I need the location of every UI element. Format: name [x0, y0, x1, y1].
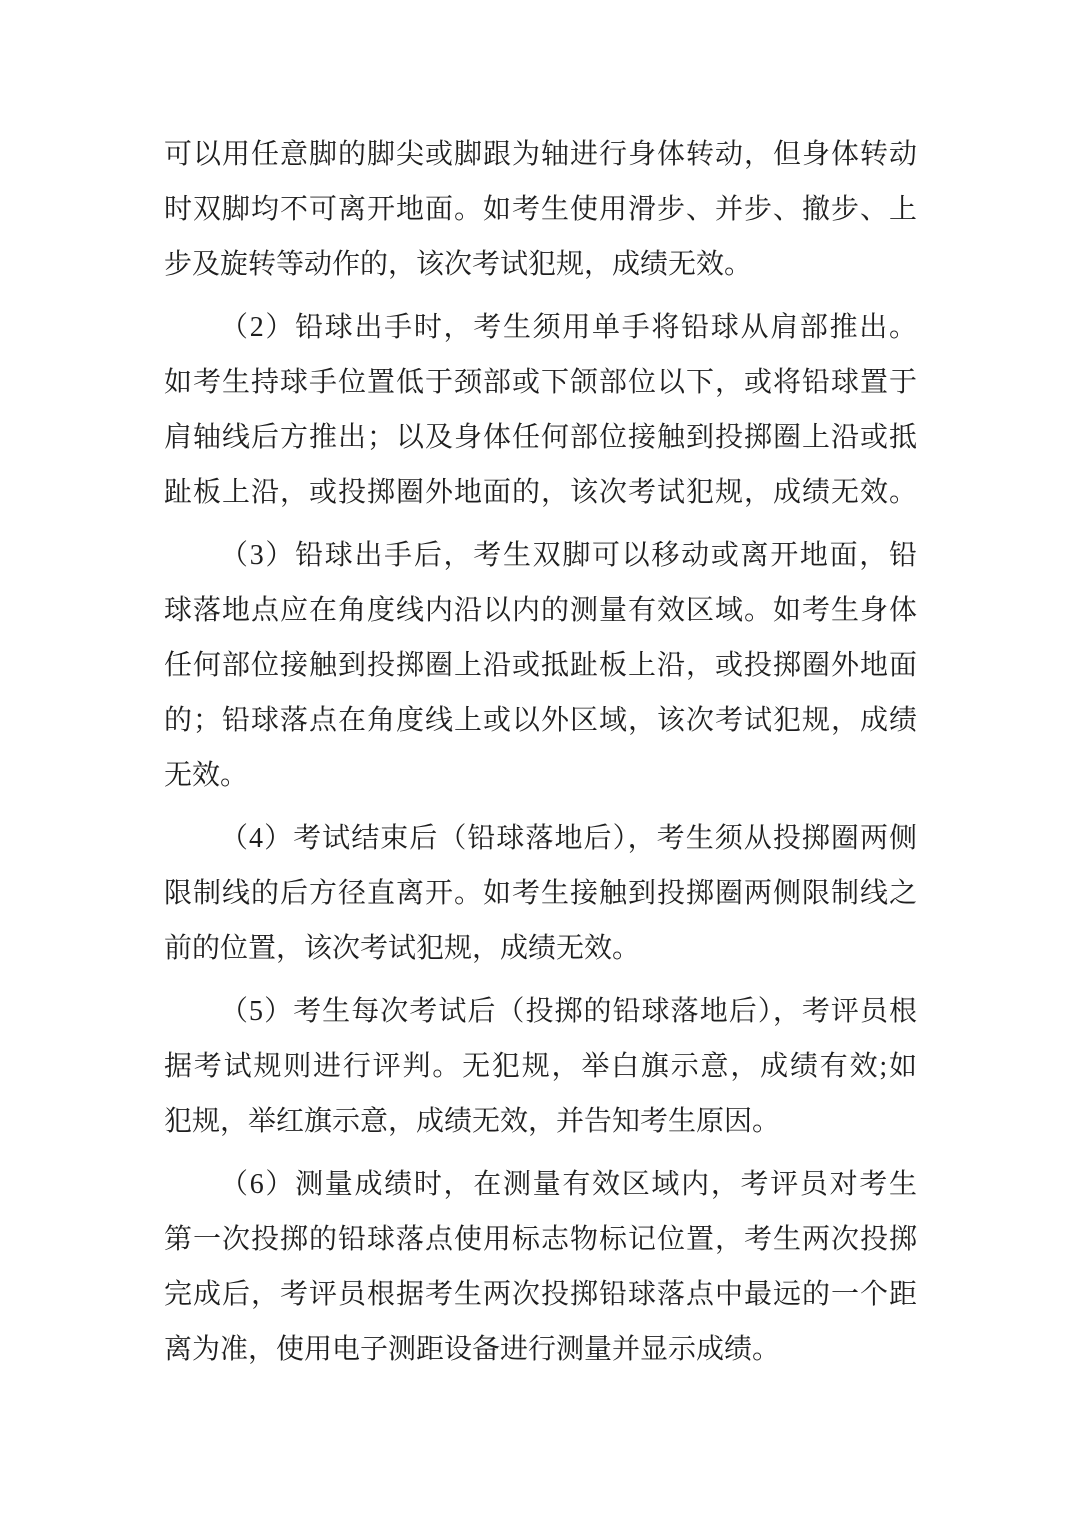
paragraph	[164, 811, 917, 976]
paragraph	[164, 127, 917, 292]
text-line: 任何部位接触到投掷圈上沿或抵趾板上沿，或投掷圈外地面	[164, 650, 917, 681]
text-line: （2）铅球出手时，考生须用单手将铅球从肩部推出。	[220, 312, 917, 343]
text-line: 据考试规则进行评判。无犯规，举白旗示意，成绩有效;如	[164, 1051, 917, 1082]
paragraph	[164, 300, 917, 520]
text-line: （5）考生每次考试后（投掷的铅球落地后），考评员根	[220, 996, 917, 1027]
text-line: （6）测量成绩时，在测量有效区域内，考评员对考生	[220, 1169, 917, 1200]
text-line: 犯规，举红旗示意，成绩无效，并告知考生原因。	[164, 1106, 781, 1137]
text-line: （4）考试结束后（铅球落地后），考生须从投掷圈两侧	[220, 823, 917, 854]
text-line: （3）铅球出手后，考生双脚可以移动或离开地面，铅	[220, 540, 917, 571]
text-line: 时双脚均不可离开地面。如考生使用滑步、并步、撤步、上	[164, 194, 917, 225]
text-line: 趾板上沿，或投掷圈外地面的，该次考试犯规，成绩无效。	[164, 477, 917, 508]
text-line: 球落地点应在角度线内沿以内的测量有效区域。如考生身体	[164, 595, 917, 626]
text-line: 如考生持球手位置低于颈部或下颌部位以下，或将铅球置于	[164, 367, 917, 398]
text-block	[164, 127, 917, 1377]
text-line: 步及旋转等动作的，该次考试犯规，成绩无效。	[164, 249, 753, 280]
text-line: 的；铅球落点在角度线上或以外区域，该次考试犯规，成绩	[164, 705, 917, 736]
text-line: 第一次投掷的铅球落点使用标志物标记位置，考生两次投掷	[164, 1224, 917, 1255]
paragraph	[164, 984, 917, 1149]
text-line: 离为准，使用电子测距设备进行测量并显示成绩。	[164, 1334, 781, 1365]
text-line: 前的位置，该次考试犯规，成绩无效。	[164, 933, 641, 964]
paragraph	[164, 1157, 917, 1377]
paragraph	[164, 528, 917, 803]
text-line: 完成后，考评员根据考生两次投掷铅球落点中最远的一个距	[164, 1279, 917, 1310]
text-line: 肩轴线后方推出；以及身体任何部位接触到投掷圈上沿或抵	[164, 422, 917, 453]
text-line: 无效。	[164, 760, 249, 791]
text-line: 可以用任意脚的脚尖或脚跟为轴进行身体转动，但身体转动	[164, 139, 917, 170]
text-line: 限制线的后方径直离开。如考生接触到投掷圈两侧限制线之	[164, 878, 917, 909]
